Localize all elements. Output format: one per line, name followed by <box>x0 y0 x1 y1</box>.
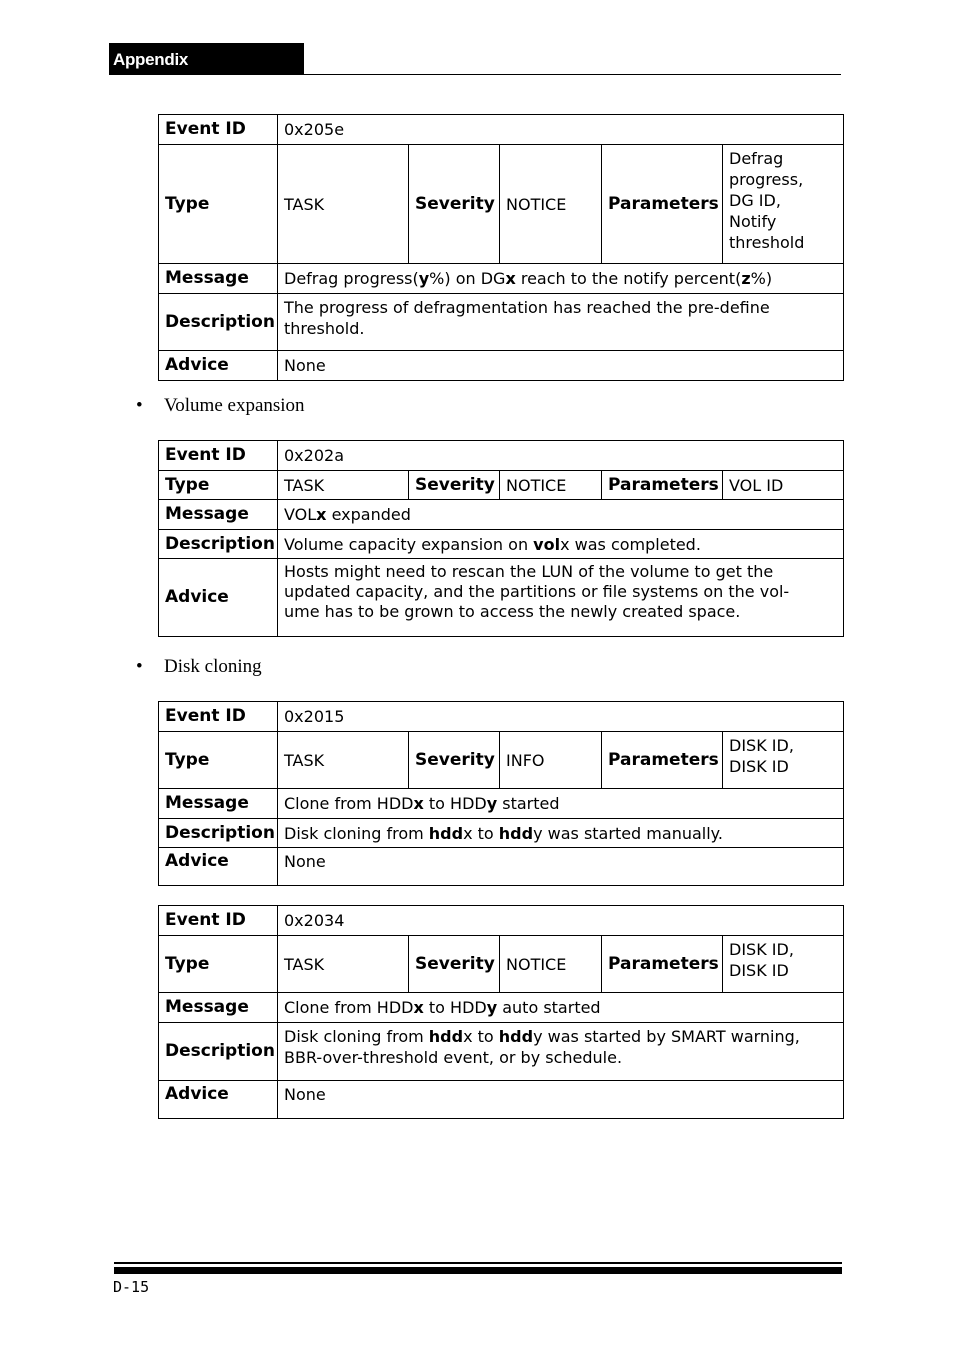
message-value: Defrag progress(y%) on DGx reach to the notify percent(z%) <box>278 264 844 294</box>
event-table-0x2034 <box>158 905 844 1119</box>
bullet-volume-expansion: • Volume expansion <box>136 395 305 416</box>
advice-value: None <box>278 351 844 381</box>
footer-rule-thin <box>114 1262 842 1264</box>
severity-label: Severity <box>409 471 500 500</box>
message-value: VOLx expanded <box>278 500 844 530</box>
advice-value: None <box>278 848 844 886</box>
parameters-value: VOL ID <box>723 471 844 500</box>
description-value: The progress of defragmentation has reached the pre-define threshold. <box>278 294 844 351</box>
parameters-label: Parameters <box>602 471 723 500</box>
advice-label: Advice <box>159 559 278 637</box>
severity-label: Severity <box>409 936 500 993</box>
parameters-label: Parameters <box>602 936 723 993</box>
severity-value: NOTICE <box>500 471 602 500</box>
description-value: Disk cloning from hddx to hddy was started by SMART warning, BBR-over-threshold event, or by schedule. <box>278 1023 844 1081</box>
page-number: D-15 <box>113 1278 150 1296</box>
parameters-value: DISK ID, DISK ID <box>723 732 844 789</box>
severity-label: Severity <box>409 732 500 789</box>
severity-value: INFO <box>500 732 602 789</box>
event-id-value: 0x202a <box>278 441 844 471</box>
advice-value: Hosts might need to rescan the LUN of the volume to get the updated capacity, and the partitions or file systems on the vol- ume has to be grown to access the newly created space. <box>278 559 844 637</box>
event-table-0x205e <box>158 114 844 381</box>
parameters-value: Defrag progress, DG ID, Notify threshold <box>723 145 844 264</box>
event-id-label: Event ID <box>159 906 278 936</box>
severity-value: NOTICE <box>500 936 602 993</box>
message-value: Clone from HDDx to HDDy started <box>278 789 844 819</box>
severity-value: NOTICE <box>500 145 602 264</box>
message-label: Message <box>159 264 278 294</box>
event-table-0x2015 <box>158 701 844 886</box>
header-rule <box>304 74 841 75</box>
advice-label: Advice <box>159 848 278 886</box>
description-label: Description <box>159 819 278 848</box>
message-label: Message <box>159 993 278 1023</box>
section-header-tab: Appendix <box>109 43 304 75</box>
type-label: Type <box>159 145 278 264</box>
event-id-value: 0x2015 <box>278 702 844 732</box>
severity-label: Severity <box>409 145 500 264</box>
advice-value: None <box>278 1081 844 1119</box>
parameters-label: Parameters <box>602 145 723 264</box>
description-value: Volume capacity expansion on volx was completed. <box>278 530 844 559</box>
description-label: Description <box>159 294 278 351</box>
type-label: Type <box>159 471 278 500</box>
event-id-label: Event ID <box>159 441 278 471</box>
parameters-value: DISK ID, DISK ID <box>723 936 844 993</box>
message-label: Message <box>159 789 278 819</box>
advice-label: Advice <box>159 351 278 381</box>
footer-rule-thick <box>114 1267 842 1274</box>
message-value: Clone from HDDx to HDDy auto started <box>278 993 844 1023</box>
description-label: Description <box>159 530 278 559</box>
event-id-label: Event ID <box>159 115 278 145</box>
bullet-disk-cloning: • Disk cloning <box>136 656 262 677</box>
event-id-value: 0x2034 <box>278 906 844 936</box>
type-value: TASK <box>278 471 409 500</box>
event-id-value: 0x205e <box>278 115 844 145</box>
message-label: Message <box>159 500 278 530</box>
description-value: Disk cloning from hddx to hddy was started manually. <box>278 819 844 848</box>
type-label: Type <box>159 732 278 789</box>
type-value: TASK <box>278 936 409 993</box>
event-id-label: Event ID <box>159 702 278 732</box>
description-label: Description <box>159 1023 278 1081</box>
type-value: TASK <box>278 732 409 789</box>
type-label: Type <box>159 936 278 993</box>
advice-label: Advice <box>159 1081 278 1119</box>
type-value: TASK <box>278 145 409 264</box>
parameters-label: Parameters <box>602 732 723 789</box>
event-table-0x202a <box>158 440 844 637</box>
